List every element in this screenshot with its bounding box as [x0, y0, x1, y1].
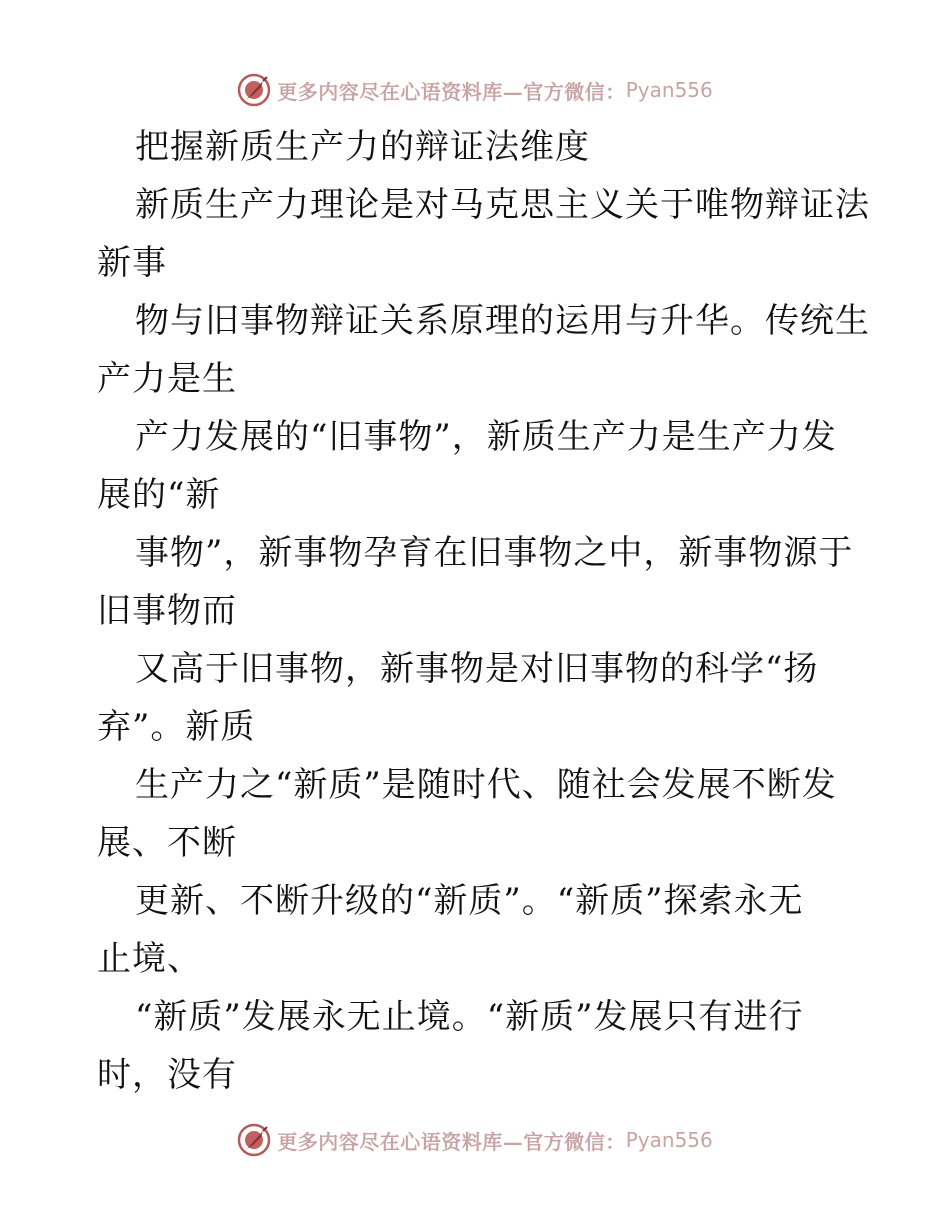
watermark-text: 更多内容尽在心语资料库—官方微信：	[277, 79, 626, 104]
text-line: 产力是生	[97, 359, 237, 399]
watermark-wechat-id: Pyan556	[625, 1128, 713, 1152]
quill-logo-icon	[237, 1123, 271, 1157]
document-title: 把握新质生产力的辩证法维度	[135, 127, 590, 167]
header-watermark	[0, 68, 950, 112]
text-line: 产力发展的“旧事物”，新质生产力是生产力发	[135, 417, 837, 457]
document-body	[97, 118, 870, 1104]
text-line: “新质”发展永无止境。“新质”发展只有进行	[135, 997, 804, 1037]
text-line: 事物”，新事物孕育在旧事物之中，新事物源于	[135, 533, 854, 573]
text-line: 展的“新	[97, 475, 221, 515]
text-line: 生产力之“新质”是随时代、随社会发展不断发	[135, 765, 837, 805]
text-line: 旧事物而	[97, 591, 237, 631]
text-line: 展、不断	[97, 823, 237, 863]
text-line: 新质生产力理论是对马克思主义关于唯物辩证法	[135, 185, 870, 225]
text-line: 更新、不断升级的“新质”。“新质”探索永无	[135, 881, 804, 921]
text-line: 时，没有	[97, 1055, 237, 1095]
watermark-text: 更多内容尽在心语资料库—官方微信：	[277, 1129, 626, 1154]
text-line: 又高于旧事物，新事物是对旧事物的科学“扬	[135, 649, 819, 689]
text-line: 弃”。新质	[97, 707, 256, 747]
watermark-wechat-id: Pyan556	[625, 78, 713, 102]
text-line: 新事	[97, 243, 167, 283]
quill-logo-icon	[237, 73, 271, 107]
text-line: 物与旧事物辩证关系原理的运用与升华。传统生	[135, 301, 870, 341]
footer-watermark	[0, 1118, 950, 1162]
text-line: 止境、	[97, 939, 202, 979]
